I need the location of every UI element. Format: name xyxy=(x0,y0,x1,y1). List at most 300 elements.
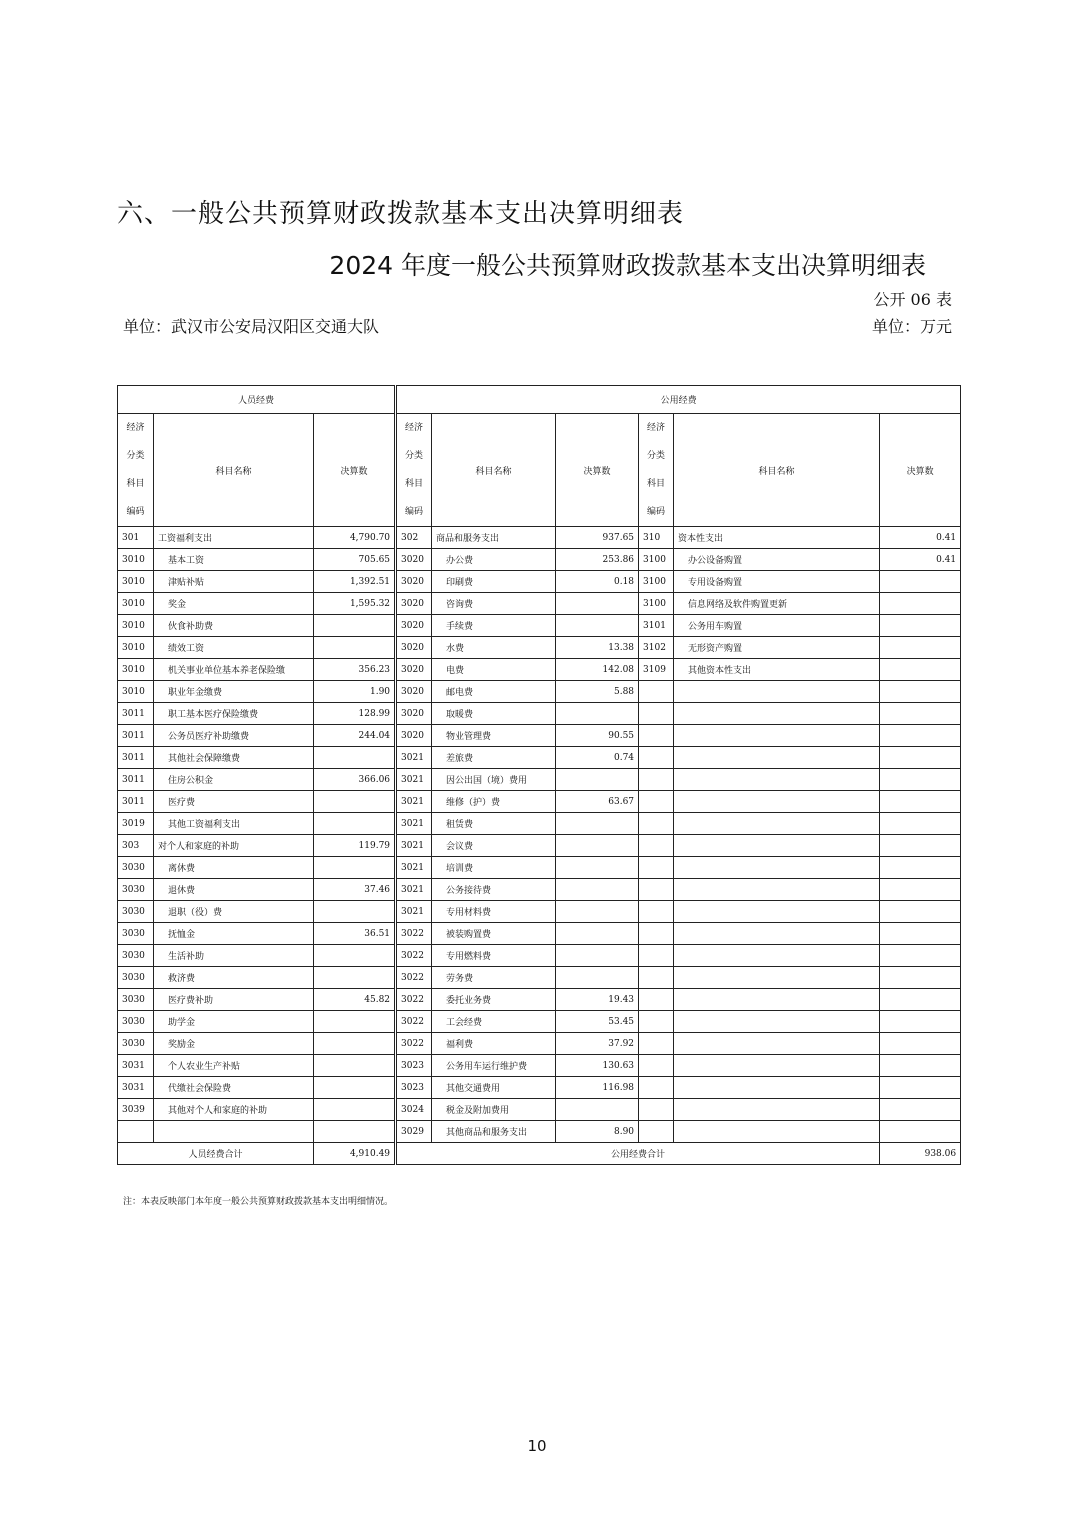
personnel-amount xyxy=(314,1011,396,1033)
capital-code xyxy=(639,945,674,967)
goods-name: 其他交通费用 xyxy=(432,1077,556,1099)
personnel-code: 3010 xyxy=(118,659,154,681)
capital-name xyxy=(674,1077,880,1099)
goods-amount: 37.92 xyxy=(556,1033,639,1055)
personnel-code: 3010 xyxy=(118,549,154,571)
personnel-amount xyxy=(314,857,396,879)
capital-name: 无形资产购置 xyxy=(674,637,880,659)
capital-code xyxy=(639,923,674,945)
personnel-amount: 366.06 xyxy=(314,769,396,791)
goods-name: 委托业务费 xyxy=(432,989,556,1011)
goods-code: 3020 xyxy=(396,659,432,681)
capital-amount xyxy=(880,945,961,967)
personnel-code: 3010 xyxy=(118,681,154,703)
table-row xyxy=(118,615,961,637)
table-note: 注：本表反映部门本年度一般公共预算财政拨款基本支出明细情况。 xyxy=(123,1197,394,1207)
header-code-line: 科目 xyxy=(647,479,666,489)
capital-name: 专用设备购置 xyxy=(674,571,880,593)
section-title: 六、一般公共预算财政拨款基本支出决算明细表 xyxy=(117,199,685,229)
table-row xyxy=(118,593,961,615)
capital-amount xyxy=(880,659,961,681)
personnel-total-value: 4,910.49 xyxy=(314,1143,396,1165)
capital-name xyxy=(674,1055,880,1077)
personnel-code: 3030 xyxy=(118,1011,154,1033)
goods-name: 电费 xyxy=(432,659,556,681)
personnel-amount xyxy=(314,637,396,659)
goods-name: 被装购置费 xyxy=(432,923,556,945)
personnel-name: 住房公积金 xyxy=(154,769,314,791)
capital-code xyxy=(639,725,674,747)
goods-amount: 0.74 xyxy=(556,747,639,769)
personnel-code xyxy=(118,1121,154,1143)
capital-code xyxy=(639,769,674,791)
personnel-code: 3031 xyxy=(118,1055,154,1077)
goods-name: 公务用车运行维护费 xyxy=(432,1055,556,1077)
goods-amount: 63.67 xyxy=(556,791,639,813)
personnel-name: 其他社会保障缴费 xyxy=(154,747,314,769)
goods-amount xyxy=(556,901,639,923)
capital-code xyxy=(639,989,674,1011)
table-row xyxy=(118,901,961,923)
personnel-amount: 1.90 xyxy=(314,681,396,703)
capital-name xyxy=(674,703,880,725)
goods-name: 会议费 xyxy=(432,835,556,857)
goods-name: 租赁费 xyxy=(432,813,556,835)
capital-code: 3102 xyxy=(639,637,674,659)
table-row xyxy=(118,1099,961,1121)
goods-code: 3020 xyxy=(396,593,432,615)
goods-code: 3022 xyxy=(396,945,432,967)
goods-amount xyxy=(556,835,639,857)
capital-code: 3100 xyxy=(639,593,674,615)
personnel-amount xyxy=(314,791,396,813)
personnel-code: 3030 xyxy=(118,1033,154,1055)
capital-name xyxy=(674,835,880,857)
header-code-line: 编码 xyxy=(405,507,424,517)
table-row xyxy=(118,747,961,769)
table-row xyxy=(118,527,961,549)
table-row xyxy=(118,879,961,901)
personnel-name: 伙食补助费 xyxy=(154,615,314,637)
goods-name: 咨询费 xyxy=(432,593,556,615)
header-code-line: 分类 xyxy=(126,451,145,461)
personnel-code: 3030 xyxy=(118,857,154,879)
personnel-name: 其他对个人和家庭的补助 xyxy=(154,1099,314,1121)
personnel-name: 机关事业单位基本养老保险缴 xyxy=(154,659,314,681)
header-code xyxy=(118,414,154,527)
personnel-name: 退休费 xyxy=(154,879,314,901)
goods-code: 3021 xyxy=(396,901,432,923)
personnel-name: 公务员医疗补助缴费 xyxy=(154,725,314,747)
header-code-line: 经济 xyxy=(405,423,424,433)
goods-amount xyxy=(556,857,639,879)
personnel-name: 医疗费补助 xyxy=(154,989,314,1011)
personnel-code: 3010 xyxy=(118,637,154,659)
header-code-line: 科目 xyxy=(126,479,145,489)
capital-code xyxy=(639,791,674,813)
capital-amount xyxy=(880,681,961,703)
personnel-amount xyxy=(314,615,396,637)
personnel-code: 3030 xyxy=(118,967,154,989)
goods-code: 3022 xyxy=(396,1033,432,1055)
goods-amount: 0.18 xyxy=(556,571,639,593)
capital-code xyxy=(639,703,674,725)
table-row xyxy=(118,769,961,791)
personnel-amount: 1,392.51 xyxy=(314,571,396,593)
capital-name xyxy=(674,725,880,747)
capital-amount xyxy=(880,769,961,791)
personnel-amount: 119.79 xyxy=(314,835,396,857)
capital-amount xyxy=(880,571,961,593)
goods-code: 3021 xyxy=(396,879,432,901)
capital-name xyxy=(674,923,880,945)
personnel-name: 津贴补贴 xyxy=(154,571,314,593)
table-row xyxy=(118,637,961,659)
header-code-line: 经济 xyxy=(126,423,145,433)
table-title: 2024 年度一般公共预算财政拨款基本支出决算明细表 xyxy=(329,251,926,280)
capital-code xyxy=(639,1077,674,1099)
goods-name: 手续费 xyxy=(432,615,556,637)
capital-code: 3100 xyxy=(639,549,674,571)
table-row xyxy=(118,989,961,1011)
capital-name: 办公设备购置 xyxy=(674,549,880,571)
header-personnel: 人员经费 xyxy=(118,386,396,414)
personnel-amount xyxy=(314,1077,396,1099)
personnel-amount xyxy=(314,945,396,967)
capital-code xyxy=(639,747,674,769)
capital-name xyxy=(674,1033,880,1055)
personnel-amount: 36.51 xyxy=(314,923,396,945)
goods-amount: 130.63 xyxy=(556,1055,639,1077)
goods-amount: 90.55 xyxy=(556,725,639,747)
goods-amount xyxy=(556,923,639,945)
capital-name: 公务用车购置 xyxy=(674,615,880,637)
capital-name xyxy=(674,879,880,901)
goods-name: 因公出国（境）费用 xyxy=(432,769,556,791)
capital-code xyxy=(639,857,674,879)
personnel-name: 抚恤金 xyxy=(154,923,314,945)
personnel-code: 3019 xyxy=(118,813,154,835)
goods-amount xyxy=(556,593,639,615)
table-row xyxy=(118,1077,961,1099)
table-row xyxy=(118,725,961,747)
personnel-name: 职工基本医疗保险缴费 xyxy=(154,703,314,725)
capital-code xyxy=(639,681,674,703)
goods-name: 取暖费 xyxy=(432,703,556,725)
personnel-name: 助学金 xyxy=(154,1011,314,1033)
capital-code: 310 xyxy=(639,527,674,549)
capital-amount xyxy=(880,1033,961,1055)
capital-amount xyxy=(880,593,961,615)
unit-organization: 单位：武汉市公安局汉阳区交通大队 xyxy=(123,317,380,336)
capital-name xyxy=(674,1099,880,1121)
header-code-line: 经济 xyxy=(647,423,666,433)
capital-code: 3100 xyxy=(639,571,674,593)
header-public: 公用经费 xyxy=(396,386,961,414)
header-code-line: 分类 xyxy=(647,451,666,461)
goods-amount xyxy=(556,703,639,725)
goods-name: 办公费 xyxy=(432,549,556,571)
goods-code: 3021 xyxy=(396,835,432,857)
capital-amount xyxy=(880,615,961,637)
personnel-name: 奖金 xyxy=(154,593,314,615)
goods-code: 3020 xyxy=(396,703,432,725)
goods-code: 3020 xyxy=(396,571,432,593)
personnel-amount: 45.82 xyxy=(314,989,396,1011)
capital-code xyxy=(639,879,674,901)
capital-name: 资本性支出 xyxy=(674,527,880,549)
personnel-amount xyxy=(314,813,396,835)
goods-code: 3020 xyxy=(396,725,432,747)
capital-amount: 0.41 xyxy=(880,549,961,571)
personnel-name: 个人农业生产补贴 xyxy=(154,1055,314,1077)
unit-money: 单位：万元 xyxy=(871,317,952,336)
table-row xyxy=(118,857,961,879)
personnel-name: 绩效工资 xyxy=(154,637,314,659)
capital-code xyxy=(639,901,674,923)
personnel-name: 生活补助 xyxy=(154,945,314,967)
goods-name: 维修（护）费 xyxy=(432,791,556,813)
table-row xyxy=(118,571,961,593)
capital-name xyxy=(674,989,880,1011)
header-code-line: 编码 xyxy=(647,507,666,517)
goods-code: 3021 xyxy=(396,813,432,835)
capital-amount xyxy=(880,725,961,747)
goods-name: 水费 xyxy=(432,637,556,659)
personnel-amount xyxy=(314,1099,396,1121)
goods-code: 3029 xyxy=(396,1121,432,1143)
table-row xyxy=(118,659,961,681)
capital-amount xyxy=(880,747,961,769)
personnel-amount: 356.23 xyxy=(314,659,396,681)
personnel-name: 职业年金缴费 xyxy=(154,681,314,703)
capital-amount xyxy=(880,901,961,923)
capital-amount xyxy=(880,1055,961,1077)
public-total-label: 公用经费合计 xyxy=(396,1143,880,1165)
personnel-amount xyxy=(314,901,396,923)
capital-amount xyxy=(880,637,961,659)
goods-code: 3020 xyxy=(396,637,432,659)
header-code-line: 科目 xyxy=(405,479,424,489)
capital-name xyxy=(674,945,880,967)
personnel-amount xyxy=(314,747,396,769)
personnel-name: 医疗费 xyxy=(154,791,314,813)
capital-code xyxy=(639,1099,674,1121)
table-row xyxy=(118,945,961,967)
goods-amount xyxy=(556,615,639,637)
capital-code: 3109 xyxy=(639,659,674,681)
capital-code xyxy=(639,1011,674,1033)
header-code-line: 编码 xyxy=(126,507,145,517)
goods-code: 3024 xyxy=(396,1099,432,1121)
table-row xyxy=(118,923,961,945)
goods-code: 3022 xyxy=(396,989,432,1011)
personnel-code: 3011 xyxy=(118,769,154,791)
goods-amount xyxy=(556,879,639,901)
capital-amount xyxy=(880,1099,961,1121)
goods-amount: 116.98 xyxy=(556,1077,639,1099)
personnel-amount xyxy=(314,1055,396,1077)
personnel-code: 3030 xyxy=(118,923,154,945)
table-row xyxy=(118,835,961,857)
capital-name xyxy=(674,967,880,989)
table-row xyxy=(118,967,961,989)
public-total-value: 938.06 xyxy=(880,1143,961,1165)
capital-code xyxy=(639,1055,674,1077)
goods-code: 3021 xyxy=(396,857,432,879)
goods-name: 商品和服务支出 xyxy=(432,527,556,549)
table-row xyxy=(118,813,961,835)
personnel-name: 奖励金 xyxy=(154,1033,314,1055)
capital-code xyxy=(639,813,674,835)
goods-amount xyxy=(556,1099,639,1121)
personnel-amount: 1,595.32 xyxy=(314,593,396,615)
personnel-code: 3030 xyxy=(118,901,154,923)
header-amount: 决算数 xyxy=(314,414,396,527)
capital-name xyxy=(674,791,880,813)
capital-name xyxy=(674,1121,880,1143)
personnel-code: 3011 xyxy=(118,703,154,725)
personnel-amount: 128.99 xyxy=(314,703,396,725)
goods-amount: 13.38 xyxy=(556,637,639,659)
goods-amount: 19.43 xyxy=(556,989,639,1011)
personnel-code: 3031 xyxy=(118,1077,154,1099)
page-number: 10 xyxy=(527,1437,547,1455)
table-row xyxy=(118,1011,961,1033)
goods-amount: 5.88 xyxy=(556,681,639,703)
capital-code xyxy=(639,835,674,857)
header-name: 科目名称 xyxy=(674,414,880,527)
goods-amount: 253.86 xyxy=(556,549,639,571)
goods-code: 3020 xyxy=(396,615,432,637)
table-row xyxy=(118,549,961,571)
goods-name: 福利费 xyxy=(432,1033,556,1055)
header-name: 科目名称 xyxy=(154,414,314,527)
personnel-name: 代缴社会保险费 xyxy=(154,1077,314,1099)
capital-amount xyxy=(880,857,961,879)
header-amount: 决算数 xyxy=(880,414,961,527)
goods-name: 公务接待费 xyxy=(432,879,556,901)
goods-name: 工会经费 xyxy=(432,1011,556,1033)
personnel-code: 3011 xyxy=(118,725,154,747)
goods-amount: 937.65 xyxy=(556,527,639,549)
personnel-name: 退职（役）费 xyxy=(154,901,314,923)
goods-code: 3021 xyxy=(396,791,432,813)
personnel-amount: 4,790.70 xyxy=(314,527,396,549)
goods-name: 培训费 xyxy=(432,857,556,879)
capital-code xyxy=(639,1033,674,1055)
capital-name xyxy=(674,747,880,769)
capital-code: 3101 xyxy=(639,615,674,637)
personnel-code: 303 xyxy=(118,835,154,857)
capital-name xyxy=(674,813,880,835)
goods-name: 印刷费 xyxy=(432,571,556,593)
goods-amount xyxy=(556,813,639,835)
goods-amount xyxy=(556,769,639,791)
capital-amount xyxy=(880,879,961,901)
goods-name: 专用燃料费 xyxy=(432,945,556,967)
capital-name xyxy=(674,857,880,879)
goods-code: 3022 xyxy=(396,923,432,945)
capital-amount xyxy=(880,1121,961,1143)
table-row xyxy=(118,1055,961,1077)
table-number: 公开 06 表 xyxy=(873,290,952,309)
capital-amount xyxy=(880,1077,961,1099)
personnel-code: 301 xyxy=(118,527,154,549)
goods-amount: 53.45 xyxy=(556,1011,639,1033)
goods-name: 税金及附加费用 xyxy=(432,1099,556,1121)
capital-name xyxy=(674,681,880,703)
capital-name: 信息网络及软件购置更新 xyxy=(674,593,880,615)
expenditure-table xyxy=(117,385,961,1165)
personnel-code: 3011 xyxy=(118,747,154,769)
personnel-amount: 705.65 xyxy=(314,549,396,571)
personnel-name xyxy=(154,1121,314,1143)
capital-name: 其他资本性支出 xyxy=(674,659,880,681)
personnel-amount xyxy=(314,967,396,989)
capital-amount xyxy=(880,923,961,945)
personnel-total-label: 人员经费合计 xyxy=(118,1143,314,1165)
capital-amount xyxy=(880,989,961,1011)
capital-amount xyxy=(880,1011,961,1033)
personnel-name: 工资福利支出 xyxy=(154,527,314,549)
personnel-amount: 244.04 xyxy=(314,725,396,747)
goods-code: 3021 xyxy=(396,769,432,791)
capital-code xyxy=(639,1121,674,1143)
personnel-name: 对个人和家庭的补助 xyxy=(154,835,314,857)
goods-name: 专用材料费 xyxy=(432,901,556,923)
table-row xyxy=(118,681,961,703)
table-row xyxy=(118,1121,961,1143)
capital-name xyxy=(674,769,880,791)
personnel-code: 3039 xyxy=(118,1099,154,1121)
capital-amount xyxy=(880,791,961,813)
capital-amount xyxy=(880,967,961,989)
goods-name: 邮电费 xyxy=(432,681,556,703)
goods-code: 3022 xyxy=(396,967,432,989)
personnel-code: 3010 xyxy=(118,615,154,637)
goods-amount xyxy=(556,945,639,967)
goods-name: 劳务费 xyxy=(432,967,556,989)
goods-name: 其他商品和服务支出 xyxy=(432,1121,556,1143)
goods-code: 3021 xyxy=(396,747,432,769)
goods-name: 物业管理费 xyxy=(432,725,556,747)
header-amount: 决算数 xyxy=(556,414,639,527)
table-row xyxy=(118,703,961,725)
capital-amount xyxy=(880,835,961,857)
personnel-name: 基本工资 xyxy=(154,549,314,571)
personnel-amount xyxy=(314,1121,396,1143)
personnel-code: 3010 xyxy=(118,593,154,615)
goods-code: 3020 xyxy=(396,681,432,703)
personnel-code: 3030 xyxy=(118,879,154,901)
goods-code: 3023 xyxy=(396,1077,432,1099)
goods-amount xyxy=(556,967,639,989)
goods-code: 3023 xyxy=(396,1055,432,1077)
goods-name: 差旅费 xyxy=(432,747,556,769)
table-row xyxy=(118,791,961,813)
personnel-code: 3011 xyxy=(118,791,154,813)
capital-amount xyxy=(880,703,961,725)
header-code xyxy=(639,414,674,527)
capital-amount xyxy=(880,813,961,835)
table-row xyxy=(118,1033,961,1055)
personnel-amount xyxy=(314,1033,396,1055)
personnel-code: 3030 xyxy=(118,945,154,967)
header-name: 科目名称 xyxy=(432,414,556,527)
capital-code xyxy=(639,967,674,989)
personnel-name: 救济费 xyxy=(154,967,314,989)
